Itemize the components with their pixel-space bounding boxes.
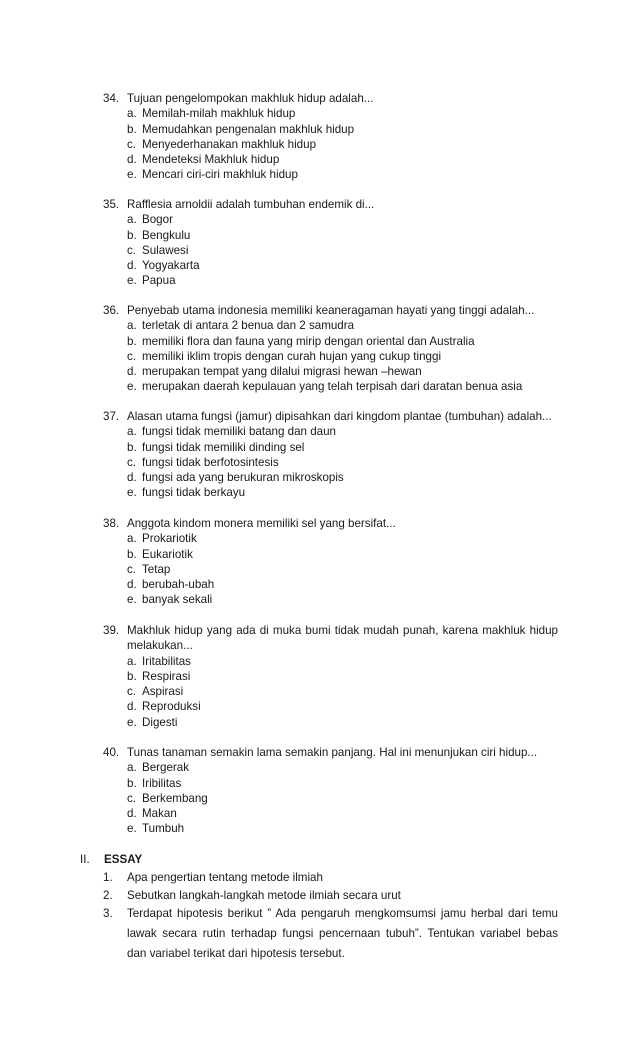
essay-list xyxy=(103,870,558,966)
essay-item-3: 3. Terdapat hipotesis berikut ” Ada pengaruh mengkomsumsi jamu herbal dari temu lawak secara rutin terhadap fungsi pencernaan tubuh”. Tentukan variabel bebas dan variabel terikat dari hipotesis tersebut. xyxy=(103,906,558,960)
section-numeral: II. xyxy=(80,853,90,866)
question-number: 38. xyxy=(103,517,120,530)
option-d: d. Makan xyxy=(127,807,177,821)
essay-item-2: 2. Sebutkan langkah-langkah metode ilmiah secara urut xyxy=(103,888,401,902)
question-number: 39. xyxy=(103,624,120,637)
option-b: b. Respirasi xyxy=(127,669,191,683)
option-a: a. Memilah-milah makhluk hidup xyxy=(127,107,296,121)
essay-section-heading xyxy=(80,852,142,867)
question-number: 34. xyxy=(103,92,120,105)
option-d: d. merupakan tempat yang dilalui migrasi hewan –hewan xyxy=(127,365,422,379)
option-a: a. fungsi tidak memiliki batang dan daun xyxy=(127,425,336,439)
option-b: b. memiliki flora dan fauna yang mirip dengan oriental dan Australia xyxy=(127,334,475,348)
question-34 xyxy=(103,91,558,183)
option-list xyxy=(127,318,558,394)
question-35 xyxy=(103,197,558,289)
question-text: Alasan utama fungsi (jamur) dipisahkan dari kingdom plantae (tumbuhan) adalah... xyxy=(127,410,552,423)
option-a: a. Bogor xyxy=(127,213,173,227)
question-text: Tujuan pengelompokan makhluk hidup adalah... xyxy=(127,92,374,105)
option-list xyxy=(127,531,558,607)
option-list xyxy=(127,212,558,288)
question-text: Makhluk hidup yang ada di muka bumi tidak mudah punah, karena makhluk hidup melakukan... xyxy=(127,624,558,653)
option-a: a. terletak di antara 2 benua dan 2 samudra xyxy=(127,319,355,333)
option-b: b. Eukariotik xyxy=(127,547,193,561)
option-d: d. berubah-ubah xyxy=(127,578,215,592)
question-36 xyxy=(103,303,558,395)
option-c: c. Menyederhanakan makhluk hidup xyxy=(127,137,317,151)
option-d: d. Reproduksi xyxy=(127,700,201,714)
question-number: 40. xyxy=(103,746,120,759)
option-e: e. Mencari ciri-ciri makhluk hidup xyxy=(127,168,298,182)
option-d: d. fungsi ada yang berukuran mikroskopis xyxy=(127,471,344,485)
option-b: b. Memudahkan pengenalan makhluk hidup xyxy=(127,122,355,136)
option-b: b. Iribilitas xyxy=(127,776,182,790)
option-e: e. banyak sekali xyxy=(127,593,213,607)
question-number: 36. xyxy=(103,304,120,317)
option-e: e. Tumbuh xyxy=(127,822,185,836)
question-number: 37. xyxy=(103,410,120,423)
option-b: b. fungsi tidak memiliki dinding sel xyxy=(127,440,305,454)
question-37 xyxy=(103,409,558,501)
option-c: c. Sulawesi xyxy=(127,243,189,257)
option-c: c. memiliki iklim tropis dengan curah hujan yang cukup tinggi xyxy=(127,349,442,363)
question-38 xyxy=(103,516,558,608)
essay-item-1: 1. Apa pengertian tentang metode ilmiah xyxy=(103,871,323,884)
option-e: e. Digesti xyxy=(127,715,178,729)
option-c: c. Aspirasi xyxy=(127,685,184,699)
question-text: Penyebab utama indonesia memiliki keaneragaman hayati yang tinggi adalah... xyxy=(127,304,535,317)
option-e: e. merupakan daerah kepulauan yang telah terpisah dari daratan benua asia xyxy=(127,380,523,394)
option-list xyxy=(127,106,558,182)
option-e: e. Papua xyxy=(127,274,176,288)
option-e: e. fungsi tidak berkayu xyxy=(127,486,246,500)
option-c: c. fungsi tidak berfotosintesis xyxy=(127,455,279,469)
option-a: a. Bergerak xyxy=(127,761,190,775)
option-d: d. Yogyakarta xyxy=(127,259,200,273)
option-a: a. Iritabilitas xyxy=(127,654,191,668)
option-list xyxy=(127,654,558,730)
option-c: c. Berkembang xyxy=(127,791,208,805)
question-text: Tunas tanaman semakin lama semakin panjang. Hal ini menunjukan ciri hidup... xyxy=(127,746,538,759)
question-39 xyxy=(103,623,558,730)
question-number: 35. xyxy=(103,198,120,211)
section-title: ESSAY xyxy=(104,853,143,866)
question-text: Anggota kindom monera memiliki sel yang bersifat... xyxy=(127,517,396,530)
option-b: b. Bengkulu xyxy=(127,228,191,242)
option-c: c. Tetap xyxy=(127,562,171,576)
option-d: d. Mendeteksi Makhluk hidup xyxy=(127,153,280,167)
option-list xyxy=(127,424,558,500)
option-a: a. Prokariotik xyxy=(127,532,197,546)
option-list xyxy=(127,760,558,836)
question-text: Rafflesia arnoldii adalah tumbuhan endemik di... xyxy=(127,198,375,211)
question-40 xyxy=(103,745,558,837)
